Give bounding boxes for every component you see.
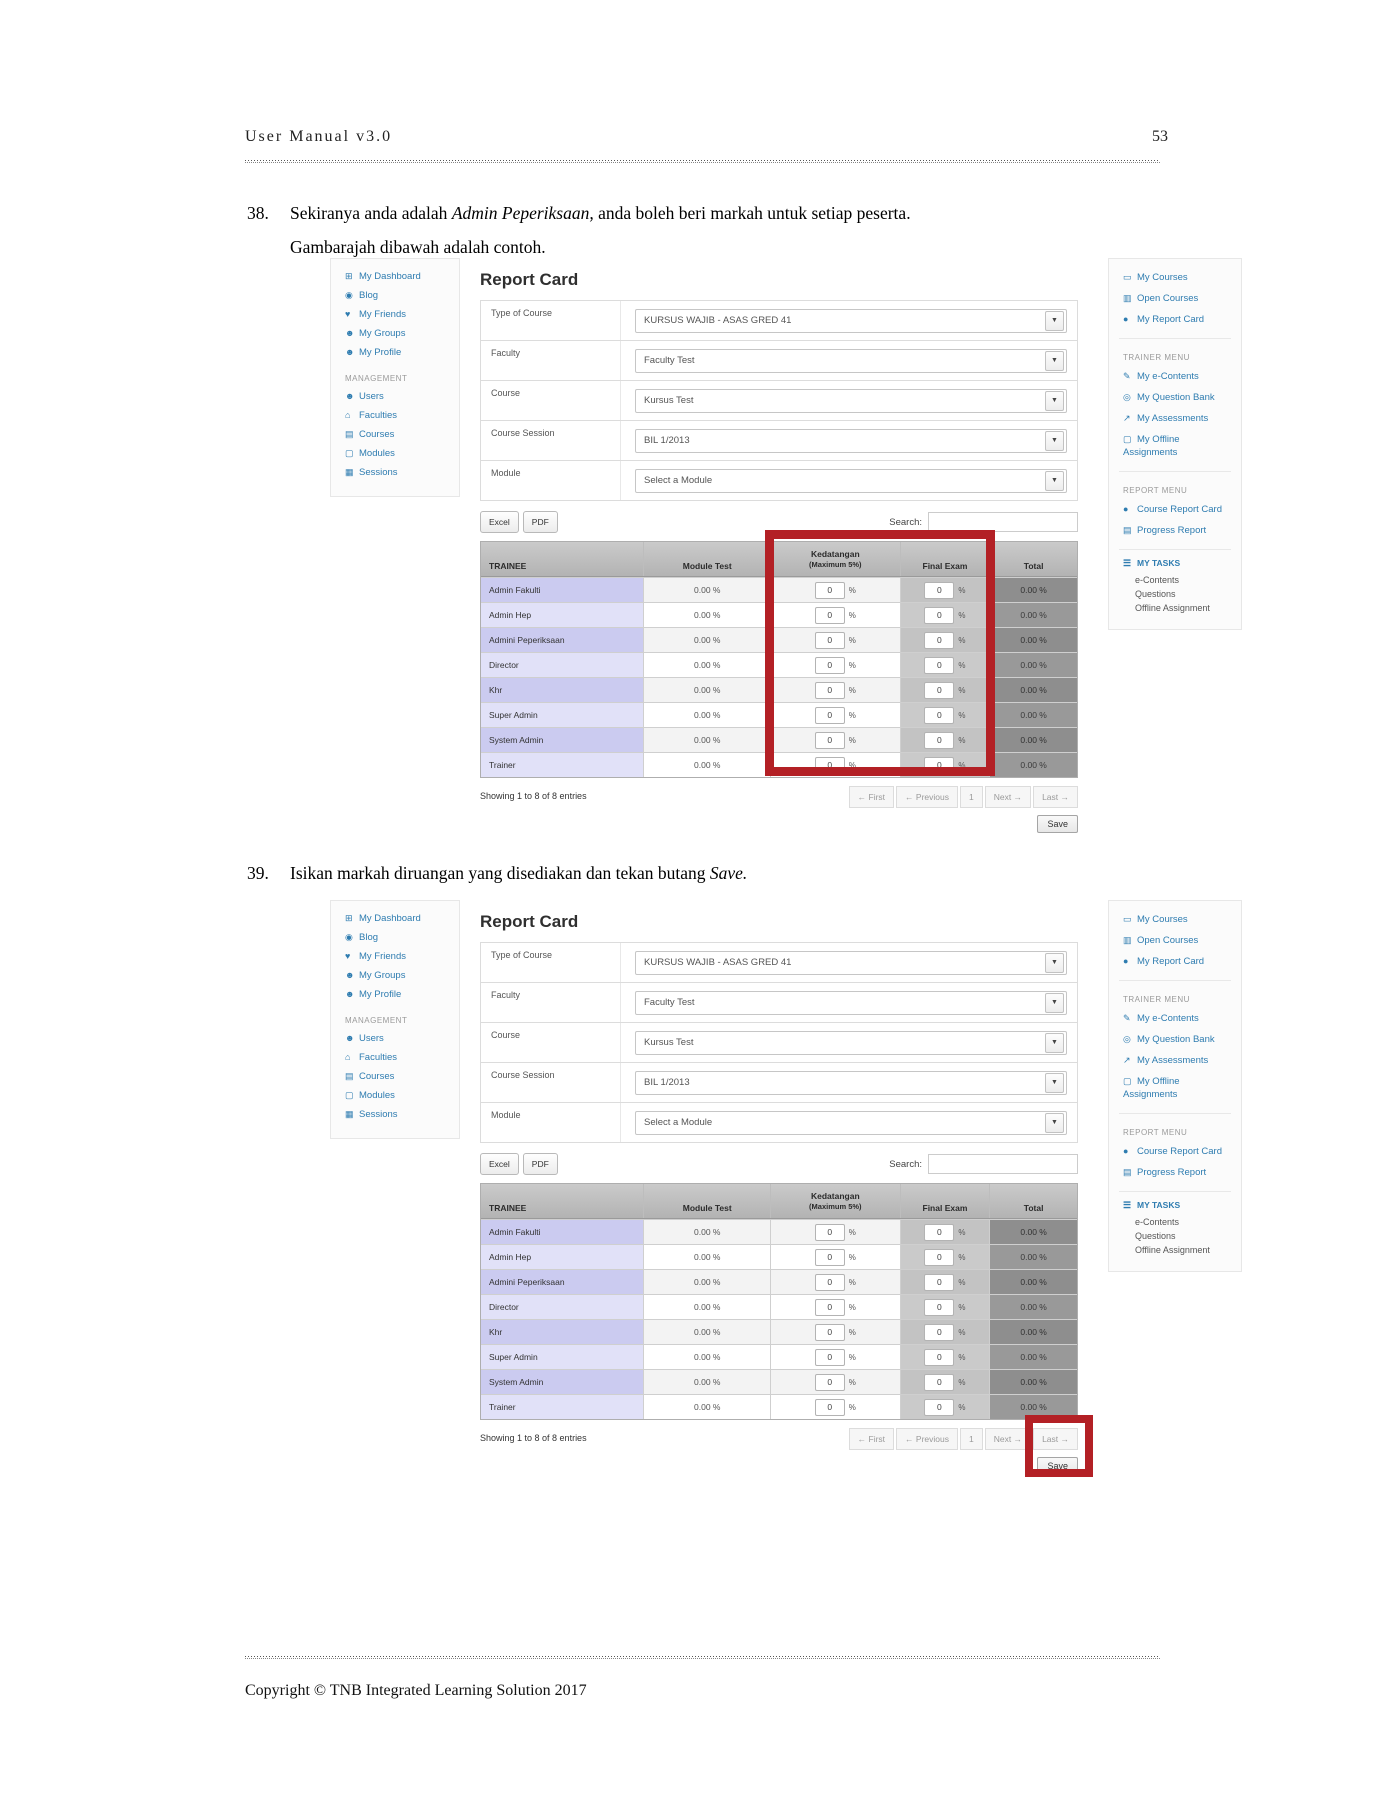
chevron-down-icon[interactable]: ▼ — [1045, 1033, 1064, 1053]
task-item-offline-assignment[interactable]: Offline Assignment — [1135, 1245, 1210, 1255]
my-tasks-heading: ☰ MY TASKS — [1123, 1200, 1181, 1210]
next-page-button[interactable]: Next → — [985, 786, 1031, 808]
chevron-down-icon[interactable]: ▼ — [1045, 1113, 1064, 1133]
table-row: Super Admin 0.00 % 0 % 0 % 0.00 % — [481, 702, 1077, 727]
kedatangan-input[interactable] — [815, 582, 845, 599]
final-exam-input[interactable] — [924, 657, 954, 674]
menu-item-my-offline-assignments[interactable]: ▢ My Offline Assignments — [1123, 1076, 1180, 1100]
menu-item-course-report-card[interactable]: ● Course Report Card — [1123, 504, 1223, 515]
select-module — [481, 1103, 1077, 1143]
form-label: Faculty — [481, 341, 621, 380]
sidebar-item-blog[interactable]: ◉ Blog — [345, 932, 379, 943]
menu-item-my-courses[interactable]: ▭ My Courses — [1123, 272, 1188, 283]
menu-item-icon: ▥ — [1123, 293, 1132, 303]
menu-item-my-offline-assignments[interactable]: ▢ My Offline Assignments — [1123, 434, 1180, 458]
sidebar-item-icon: ☻ — [345, 391, 355, 401]
select-faculty — [481, 983, 1077, 1023]
trainee-name: Director — [481, 1294, 643, 1319]
sidebar-item-icon: ☻ — [345, 970, 355, 980]
trainee-name: Trainer — [481, 1394, 643, 1419]
table-row: Admin Fakulti 0.00 % 0 % 0 % 0.00 % — [481, 1219, 1077, 1244]
excel-button[interactable]: Excel — [480, 1153, 519, 1175]
first-page-button[interactable]: ← First — [849, 786, 894, 808]
final-exam-input[interactable] — [924, 1299, 954, 1316]
total-value: 0.00 % — [989, 1269, 1077, 1294]
menu-item-progress-report[interactable]: ▤ Progress Report — [1123, 525, 1207, 536]
sidebar-item-my-dashboard[interactable]: ⊞ My Dashboard — [345, 913, 421, 924]
form-label: Module — [481, 461, 621, 500]
menu-item-icon: ▢ — [1123, 1076, 1132, 1086]
chevron-down-icon[interactable]: ▼ — [1045, 351, 1064, 371]
module-test-value: 0.00 % — [643, 1244, 770, 1269]
total-value: 0.00 % — [989, 1394, 1077, 1419]
total-value: 0.00 % — [989, 627, 1077, 652]
trainee-name: System Admin — [481, 727, 643, 752]
chevron-down-icon[interactable]: ▼ — [1045, 1073, 1064, 1093]
menu-item-open-courses[interactable]: ▥ Open Courses — [1123, 293, 1199, 304]
page-number-button[interactable]: 1 — [960, 1428, 983, 1450]
menu-item-icon: ▭ — [1123, 914, 1132, 924]
total-value: 0.00 % — [989, 702, 1077, 727]
screenshot-step-39 — [330, 900, 1242, 1485]
form-label: Module — [481, 1103, 621, 1142]
trainer-menu-heading: TRAINER MENU — [1123, 353, 1190, 362]
sidebar-item-courses[interactable]: ▤ Courses — [345, 429, 395, 440]
last-page-button[interactable]: Last → — [1033, 1428, 1078, 1450]
final-exam-input[interactable] — [924, 632, 954, 649]
dropdown-select[interactable]: Kursus Test ▼ — [635, 389, 1067, 413]
form-label: Course — [481, 381, 621, 420]
sidebar-item-icon: ⌂ — [345, 410, 351, 420]
total-value: 0.00 % — [989, 1344, 1077, 1369]
step-number: 38. — [247, 203, 269, 223]
sidebar-item-icon: ▦ — [345, 1109, 354, 1119]
final-exam-input[interactable] — [924, 582, 954, 599]
kedatangan-input[interactable] — [815, 657, 845, 674]
final-exam-input[interactable] — [924, 1274, 954, 1291]
sidebar-item-my-profile[interactable]: ☻ My Profile — [345, 347, 402, 358]
menu-item-my-question-bank[interactable]: ◎ My Question Bank — [1123, 392, 1215, 403]
final-exam-input[interactable] — [924, 732, 954, 749]
module-test-value: 0.00 % — [643, 727, 770, 752]
table-row: Admin Hep 0.00 % 0 % 0 % 0.00 % — [481, 1244, 1077, 1269]
task-item-offline-assignment[interactable]: Offline Assignment — [1135, 603, 1210, 613]
menu-item-icon: ▤ — [1123, 1167, 1132, 1177]
sidebar-item-my-friends[interactable]: ♥ My Friends — [345, 951, 406, 962]
menu-item-my-assessments[interactable]: ↗ My Assessments — [1123, 1055, 1209, 1066]
kedatangan-input[interactable] — [815, 1349, 845, 1366]
dropdown-select[interactable]: Select a Module ▼ — [635, 1111, 1067, 1135]
table-row: Admin Hep 0.00 % 0 % 0 % 0.00 % — [481, 602, 1077, 627]
divider — [1119, 980, 1231, 981]
right-sidebar — [1108, 258, 1242, 630]
final-exam-input[interactable] — [924, 1349, 954, 1366]
module-test-value: 0.00 % — [643, 1369, 770, 1394]
menu-item-my-e-contents[interactable]: ✎ My e-Contents — [1123, 371, 1199, 382]
table-header: TRAINEE Module Test Kedatangan (Maximum 5%) Final Exam Total — [481, 1184, 1077, 1219]
sidebar-item-faculties[interactable]: ⌂ Faculties — [345, 410, 398, 421]
save-button[interactable]: Save — [1037, 815, 1078, 833]
table-summary: Showing 1 to 8 of 8 entries — [480, 791, 587, 801]
trainee-name: Admini Peperiksaan — [481, 627, 643, 652]
sidebar-item-icon: ☻ — [345, 989, 355, 999]
trainee-name: Admin Fakulti — [481, 577, 643, 602]
page-title: Report Card — [480, 912, 579, 931]
total-value: 0.00 % — [989, 727, 1077, 752]
chevron-down-icon[interactable]: ▼ — [1045, 311, 1064, 331]
total-value: 0.00 % — [989, 752, 1077, 777]
sidebar-item-icon: ◉ — [345, 932, 353, 942]
select-course-session — [481, 421, 1077, 461]
dropdown-select[interactable]: KURSUS WAJIB - ASAS GRED 41 ▼ — [635, 309, 1067, 333]
search-input[interactable] — [928, 1154, 1078, 1174]
table-row: Super Admin 0.00 % 0 % 0 % 0.00 % — [481, 1344, 1077, 1369]
table-row: Admini Peperiksaan 0.00 % 0 % 0 % 0.00 % — [481, 627, 1077, 652]
sidebar-item-my-dashboard[interactable]: ⊞ My Dashboard — [345, 271, 421, 282]
step-number: 39. — [247, 863, 269, 883]
module-test-value: 0.00 % — [643, 1344, 770, 1369]
module-test-value: 0.00 % — [643, 602, 770, 627]
menu-item-my-e-contents[interactable]: ✎ My e-Contents — [1123, 1013, 1199, 1024]
report-menu-heading: REPORT MENU — [1123, 1128, 1188, 1137]
table-row: Trainer 0.00 % 0 % 0 % 0.00 % — [481, 752, 1077, 777]
total-value: 0.00 % — [989, 1244, 1077, 1269]
total-value: 0.00 % — [989, 1369, 1077, 1394]
kedatangan-input[interactable] — [815, 1299, 845, 1316]
doc-footer-copyright: Copyright © TNB Integrated Learning Solution 2017 — [245, 1682, 587, 1699]
total-value: 0.00 % — [989, 602, 1077, 627]
trainee-name: Admin Hep — [481, 1244, 643, 1269]
trainee-name: Super Admin — [481, 702, 643, 727]
sidebar-item-blog[interactable]: ◉ Blog — [345, 290, 379, 301]
kedatangan-input[interactable] — [815, 1224, 845, 1241]
sidebar-item-faculties[interactable]: ⌂ Faculties — [345, 1052, 398, 1063]
task-item-e-contents[interactable]: e-Contents — [1135, 1217, 1180, 1227]
table-row: System Admin 0.00 % 0 % 0 % 0.00 % — [481, 1369, 1077, 1394]
chevron-down-icon[interactable]: ▼ — [1045, 471, 1064, 491]
right-sidebar — [1108, 900, 1242, 1272]
kedatangan-input[interactable] — [815, 707, 845, 724]
trainee-table — [480, 1183, 1078, 1420]
menu-item-icon: ✎ — [1123, 1013, 1131, 1023]
kedatangan-input[interactable] — [815, 1374, 845, 1391]
form-label: Course Session — [481, 421, 621, 460]
total-value: 0.00 % — [989, 1319, 1077, 1344]
previous-page-button[interactable]: ← Previous — [896, 1428, 958, 1450]
kedatangan-input[interactable] — [815, 607, 845, 624]
sidebar-item-icon: ⊞ — [345, 913, 353, 923]
menu-item-icon: ▭ — [1123, 272, 1132, 282]
divider — [1119, 549, 1231, 550]
chevron-down-icon[interactable]: ▼ — [1045, 993, 1064, 1013]
select-type-of-course — [481, 301, 1077, 341]
task-item-questions[interactable]: Questions — [1135, 1231, 1176, 1241]
sidebar-item-icon: ☻ — [345, 347, 355, 357]
pdf-button[interactable]: PDF — [523, 1153, 558, 1175]
page-title: Report Card — [480, 270, 579, 289]
sidebar-item-sessions[interactable]: ▦ Sessions — [345, 467, 398, 478]
divider — [1119, 1113, 1231, 1114]
table-row: Admin Fakulti 0.00 % 0 % 0 % 0.00 % — [481, 577, 1077, 602]
dropdown-select[interactable]: Faculty Test ▼ — [635, 349, 1067, 373]
select-course — [481, 381, 1077, 421]
chevron-down-icon[interactable]: ▼ — [1045, 953, 1064, 973]
select-module — [481, 461, 1077, 501]
menu-item-progress-report[interactable]: ▤ Progress Report — [1123, 1167, 1207, 1178]
module-test-value: 0.00 % — [643, 1219, 770, 1244]
menu-item-icon: ↗ — [1123, 1055, 1131, 1065]
final-exam-input[interactable] — [924, 682, 954, 699]
header-rule — [245, 160, 1160, 163]
table-row: Khr 0.00 % 0 % 0 % 0.00 % — [481, 1319, 1077, 1344]
menu-item-icon: ✎ — [1123, 371, 1131, 381]
total-value: 0.00 % — [989, 1294, 1077, 1319]
kedatangan-input[interactable] — [815, 757, 845, 774]
kedatangan-input[interactable] — [815, 632, 845, 649]
kedatangan-input[interactable] — [815, 1249, 845, 1266]
select-course-session — [481, 1063, 1077, 1103]
sidebar-item-my-groups[interactable]: ☻ My Groups — [345, 328, 406, 339]
kedatangan-input[interactable] — [815, 732, 845, 749]
table-row: Trainer 0.00 % 0 % 0 % 0.00 % — [481, 1394, 1077, 1419]
module-test-value: 0.00 % — [643, 652, 770, 677]
kedatangan-input[interactable] — [815, 1399, 845, 1416]
menu-item-my-question-bank[interactable]: ◎ My Question Bank — [1123, 1034, 1215, 1045]
dropdown-select[interactable]: Select a Module ▼ — [635, 469, 1067, 493]
menu-item-my-report-card[interactable]: ● My Report Card — [1123, 956, 1205, 967]
pdf-button[interactable]: PDF — [523, 511, 558, 533]
total-value: 0.00 % — [989, 677, 1077, 702]
sidebar-item-icon: ♥ — [345, 309, 351, 319]
dropdown-select[interactable]: Kursus Test ▼ — [635, 1031, 1067, 1055]
sidebar-item-modules[interactable]: ▢ Modules — [345, 448, 395, 459]
kedatangan-input[interactable] — [815, 1274, 845, 1291]
final-exam-input[interactable] — [924, 1399, 954, 1416]
sidebar-item-icon: ☻ — [345, 1033, 355, 1043]
menu-item-my-courses[interactable]: ▭ My Courses — [1123, 914, 1188, 925]
first-page-button[interactable]: ← First — [849, 1428, 894, 1450]
save-button[interactable]: Save — [1037, 1457, 1078, 1475]
menu-item-icon: ● — [1123, 314, 1129, 324]
search-input[interactable] — [928, 512, 1078, 532]
kedatangan-input[interactable] — [815, 682, 845, 699]
sidebar-item-icon: ▢ — [345, 1090, 354, 1100]
previous-page-button[interactable]: ← Previous — [896, 786, 958, 808]
module-test-value: 0.00 % — [643, 577, 770, 602]
final-exam-input[interactable] — [924, 607, 954, 624]
chevron-down-icon[interactable]: ▼ — [1045, 391, 1064, 411]
sidebar-item-icon: ⌂ — [345, 1052, 351, 1062]
sidebar-item-modules[interactable]: ▢ Modules — [345, 1090, 395, 1101]
task-item-e-contents[interactable]: e-Contents — [1135, 575, 1180, 585]
sidebar-item-my-profile[interactable]: ☻ My Profile — [345, 989, 402, 1000]
main-content — [480, 258, 1078, 832]
trainee-name: Khr — [481, 1319, 643, 1344]
excel-button[interactable]: Excel — [480, 511, 519, 533]
sidebar-item-users[interactable]: ☻ Users — [345, 391, 384, 402]
menu-item-my-assessments[interactable]: ↗ My Assessments — [1123, 413, 1209, 424]
step-39: 39. Isikan markah diruangan yang disediakan dan tekan butang Save. — [247, 856, 995, 890]
list-icon: ☰ — [1123, 1200, 1132, 1210]
trainee-name: Admini Peperiksaan — [481, 1269, 643, 1294]
menu-item-icon: ▤ — [1123, 525, 1132, 535]
screenshot-step-38 — [330, 258, 1242, 843]
trainee-name: Admin Hep — [481, 602, 643, 627]
report-card-filter-form — [480, 942, 1078, 1143]
trainer-menu-heading: TRAINER MENU — [1123, 995, 1190, 1004]
sidebar-item-icon: ◉ — [345, 290, 353, 300]
sidebar-item-icon: ♥ — [345, 951, 351, 961]
select-faculty — [481, 341, 1077, 381]
sidebar-item-icon: ▦ — [345, 467, 354, 477]
final-exam-input[interactable] — [924, 757, 954, 774]
trainee-name: Khr — [481, 677, 643, 702]
menu-item-icon: ● — [1123, 504, 1129, 514]
doc-page-number: 53 — [1152, 128, 1168, 145]
module-test-value: 0.00 % — [643, 677, 770, 702]
final-exam-input[interactable] — [924, 1374, 954, 1391]
final-exam-input[interactable] — [924, 1324, 954, 1341]
management-heading: MANAGEMENT — [345, 1016, 408, 1025]
total-value: 0.00 % — [989, 577, 1077, 602]
page-number-button[interactable]: 1 — [960, 786, 983, 808]
sidebar-item-sessions[interactable]: ▦ Sessions — [345, 1109, 398, 1120]
last-page-button[interactable]: Last → — [1033, 786, 1078, 808]
list-icon: ☰ — [1123, 558, 1132, 568]
report-menu-heading: REPORT MENU — [1123, 486, 1188, 495]
module-test-value: 0.00 % — [643, 1394, 770, 1419]
table-row: System Admin 0.00 % 0 % 0 % 0.00 % — [481, 727, 1077, 752]
doc-header-title: User Manual v3.0 — [245, 128, 393, 145]
search-label: Search: — [889, 516, 922, 528]
form-label: Course Session — [481, 1063, 621, 1102]
final-exam-input[interactable] — [924, 1249, 954, 1266]
dropdown-select[interactable]: BIL 1/2013 ▼ — [635, 1071, 1067, 1095]
module-test-value: 0.00 % — [643, 1294, 770, 1319]
menu-item-open-courses[interactable]: ▥ Open Courses — [1123, 935, 1199, 946]
dropdown-select[interactable]: KURSUS WAJIB - ASAS GRED 41 ▼ — [635, 951, 1067, 975]
trainee-name: Trainer — [481, 752, 643, 777]
form-label: Type of Course — [481, 943, 621, 982]
divider — [1119, 1191, 1231, 1192]
final-exam-input[interactable] — [924, 1224, 954, 1241]
sidebar-item-my-groups[interactable]: ☻ My Groups — [345, 970, 406, 981]
module-test-value: 0.00 % — [643, 627, 770, 652]
divider — [1119, 471, 1231, 472]
select-course — [481, 1023, 1077, 1063]
menu-item-icon: ◎ — [1123, 392, 1131, 402]
trainee-name: Super Admin — [481, 1344, 643, 1369]
trainee-name: Admin Fakulti — [481, 1219, 643, 1244]
management-heading: MANAGEMENT — [345, 374, 408, 383]
total-value: 0.00 % — [989, 1219, 1077, 1244]
sidebar-item-icon: ▤ — [345, 1071, 354, 1081]
trainee-name: Director — [481, 652, 643, 677]
footer-rule — [245, 1656, 1160, 1659]
dropdown-select[interactable]: Faculty Test ▼ — [635, 991, 1067, 1015]
trainee-table — [480, 541, 1078, 778]
sidebar-item-icon: ☻ — [345, 328, 355, 338]
form-label: Type of Course — [481, 301, 621, 340]
module-test-value: 0.00 % — [643, 702, 770, 727]
menu-item-icon: ▢ — [1123, 434, 1132, 444]
form-label: Course — [481, 1023, 621, 1062]
step-38: 38. Sekiranya anda adalah Admin Peperiksaan, anda boleh beri markah untuk setiap peserta. Gambarajah dibawah adalah contoh. — [247, 196, 995, 264]
search-label: Search: — [889, 1158, 922, 1170]
form-label: Faculty — [481, 983, 621, 1022]
module-test-value: 0.00 % — [643, 1319, 770, 1344]
total-value: 0.00 % — [989, 652, 1077, 677]
left-sidebar — [330, 900, 460, 1139]
table-header: TRAINEE Module Test Kedatangan (Maximum 5%) Final Exam Total — [481, 542, 1077, 577]
menu-item-icon: ↗ — [1123, 413, 1131, 423]
my-tasks-heading: ☰ MY TASKS — [1123, 558, 1181, 568]
sidebar-item-my-friends[interactable]: ♥ My Friends — [345, 309, 406, 320]
module-test-value: 0.00 % — [643, 752, 770, 777]
module-test-value: 0.00 % — [643, 1269, 770, 1294]
main-content — [480, 900, 1078, 1474]
menu-item-icon: ● — [1123, 956, 1129, 966]
sidebar-item-icon: ▢ — [345, 448, 354, 458]
sidebar-item-icon: ⊞ — [345, 271, 353, 281]
trainee-name: System Admin — [481, 1369, 643, 1394]
table-row: Admini Peperiksaan 0.00 % 0 % 0 % 0.00 % — [481, 1269, 1077, 1294]
left-sidebar — [330, 258, 460, 497]
next-page-button[interactable]: Next → — [985, 1428, 1031, 1450]
table-summary: Showing 1 to 8 of 8 entries — [480, 1433, 587, 1443]
dropdown-select[interactable]: BIL 1/2013 ▼ — [635, 429, 1067, 453]
sidebar-item-courses[interactable]: ▤ Courses — [345, 1071, 395, 1082]
task-item-questions[interactable]: Questions — [1135, 589, 1176, 599]
sidebar-item-icon: ▤ — [345, 429, 354, 439]
report-card-filter-form — [480, 300, 1078, 501]
divider — [1119, 338, 1231, 339]
table-row: Director 0.00 % 0 % 0 % 0.00 % — [481, 652, 1077, 677]
final-exam-input[interactable] — [924, 707, 954, 724]
table-row: Director 0.00 % 0 % 0 % 0.00 % — [481, 1294, 1077, 1319]
menu-item-icon: ▥ — [1123, 935, 1132, 945]
table-row: Khr 0.00 % 0 % 0 % 0.00 % — [481, 677, 1077, 702]
chevron-down-icon[interactable]: ▼ — [1045, 431, 1064, 451]
menu-item-icon: ● — [1123, 1146, 1129, 1156]
menu-item-icon: ◎ — [1123, 1034, 1131, 1044]
sidebar-item-users[interactable]: ☻ Users — [345, 1033, 384, 1044]
menu-item-my-report-card[interactable]: ● My Report Card — [1123, 314, 1205, 325]
menu-item-course-report-card[interactable]: ● Course Report Card — [1123, 1146, 1223, 1157]
select-type-of-course — [481, 943, 1077, 983]
kedatangan-input[interactable] — [815, 1324, 845, 1341]
